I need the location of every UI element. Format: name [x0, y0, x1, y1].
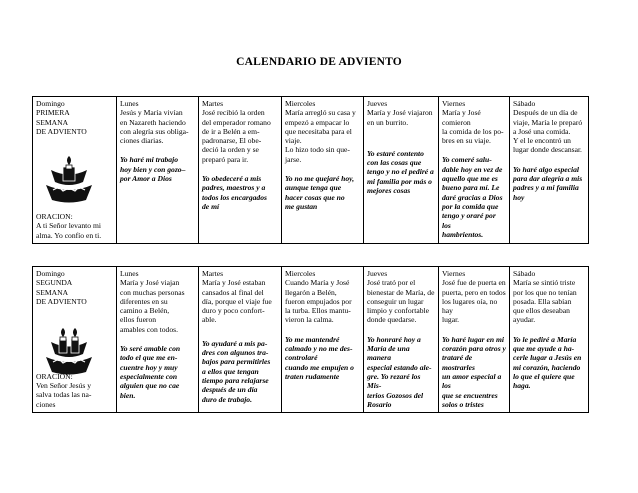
day-resolution: Yo me mantendré calmado y no me des- controlaré cuando me empujen o traten rudamente: [285, 334, 354, 381]
oracion-text: ORACION: A ti Señor levanto mi alma. Yo confío en ti.: [36, 212, 102, 240]
day-cell-lunes: [117, 267, 199, 413]
day-resolution: Yo ayudaré a mis pa- dres con algunos tra- bajos para permitirles a ellos que tengan tiempo para relajarse después de un día duro de trabajo.: [202, 338, 271, 404]
calendar-week-2: [32, 266, 589, 413]
day-cell-martes: [199, 97, 282, 244]
day-resolution: Yo haré algo especial para dar alegría a mis padres y a mi familia hoy: [513, 164, 583, 202]
day-cell-miercoles: [282, 97, 364, 244]
day-resolution: Yo le pediré a María que me ayude a ha- cerle lugar a Jesús en mi corazón, haciendo lo que el quiere que haga.: [513, 334, 582, 391]
day-resolution: Yo honraré hoy a María de una manera especial estando ale- gre. Yo rezaré los Mis- terios Gozosos del Rosario: [367, 334, 432, 409]
day-story: José recibió la orden del emperador romano de ir a Belén a em- padronarse, El obe- deció la orden y se preparó para ir.: [202, 108, 271, 164]
day-name: Viernes: [442, 269, 466, 278]
oracion-text: ORACION: Ven Señor Jesús y salva todas las na- ciones: [36, 371, 92, 409]
day-cell-jueves: [364, 267, 439, 413]
day-story: María se sintió triste por los que no tenían posada. Ella sabían que ellos deseaban ayudar.: [513, 278, 577, 325]
day-cell-sabado: [510, 97, 589, 244]
day-name: Sábado: [513, 99, 536, 108]
week-heading: Domingo SEGUNDA SEMANA DE ADVIENTO: [36, 269, 87, 306]
day-resolution: Yo no me quejaré hoy, aunque tenga que hacer cosas que no me gustan: [285, 174, 355, 211]
day-name: Martes: [202, 99, 224, 108]
day-cell-sabado: [510, 267, 589, 413]
day-cell-viernes: [439, 267, 510, 413]
day-resolution: Yo obedeceré a mis padres, maestros y a todos los encargados de mí: [202, 174, 267, 211]
day-cell-viernes: [439, 97, 510, 244]
day-story: María arregló su casa y empezó a empacar lo que necesitaba para el viaje. Lo hizo todo sin que- jarse.: [285, 108, 356, 164]
day-resolution: Yo estaré contento con las cosas que tengo y no el pediré a mi familia por más o mejores cosas: [367, 148, 434, 196]
day-story: María y José comieron la comida de los po- bres en su viaje.: [442, 108, 504, 146]
day-cell-domingo: [33, 267, 117, 413]
day-name: Viernes: [442, 99, 466, 108]
day-story: José trató por el bienestar de María, de conseguir un lugar limpio y confortable donde quedarse.: [367, 278, 435, 325]
day-resolution: Yo seré amable con todo el que me en- cuentre hoy y muy especialmente con alguien que no cae bien.: [120, 344, 181, 400]
day-story: María y José estaban cansados al final del día, porque el viaje fue duro y poco confort- able.: [202, 278, 272, 325]
day-resolution: Yo haré lugar en mi corazón para otros y trataré de mostrarles un amor especial a los que se encuentres solos o tristes: [442, 334, 506, 409]
day-name: Martes: [202, 269, 224, 278]
day-cell-martes: [199, 267, 282, 413]
day-story: María y José viajan con muchas personas diferentes en su camino a Belén, ellos fueron amables con todos.: [120, 278, 185, 334]
day-story: José fue de puerta en puerta, pero en todos los lugares oía, no hay lugar.: [442, 278, 506, 325]
day-resolution: Yo haré mi trabajo hoy bien y con gozo– por Amor a Dios: [120, 155, 186, 184]
day-name: Miercoles: [285, 99, 316, 108]
day-name: Lunes: [120, 269, 139, 278]
day-name: Sábado: [513, 269, 536, 278]
day-cell-lunes: [117, 97, 199, 244]
day-story: María y José viajaron en un burrito.: [367, 108, 433, 127]
day-story: Cuando María y José llegarón a Belén, fueron empujados por la turba. Ellos mantu- vieron la calma.: [285, 278, 352, 325]
day-name: Jueves: [367, 269, 388, 278]
day-cell-domingo: [33, 97, 117, 244]
advent-candle-icon: [43, 327, 95, 375]
week-heading: Domingo PRIMERA SEMANA DE ADVIENTO: [36, 99, 87, 136]
advent-candle-icon: [43, 155, 95, 203]
page-title: CALENDARIO DE ADVIENTO: [236, 56, 402, 68]
day-resolution: Yo comeré salu- dable hoy en vez de aquello que me es bueno para mí. Le daré gracias a Dios por la comida que tengo y oraré por los hambrientos.: [442, 155, 503, 239]
day-story: Jesús y María vivían en Nazareth haciendo con alegría sus obliga- ciones diarias.: [120, 108, 189, 146]
day-name: Lunes: [120, 99, 139, 108]
day-story: Después de un día de viaje, María le preparó a José una comida. Y el le encontró un lugar donde descansar.: [513, 108, 583, 155]
day-name: Miercoles: [285, 269, 316, 278]
day-name: Jueves: [367, 99, 388, 108]
day-cell-miercoles: [282, 267, 364, 413]
calendar-week-1: [32, 96, 589, 244]
day-cell-jueves: [364, 97, 439, 244]
